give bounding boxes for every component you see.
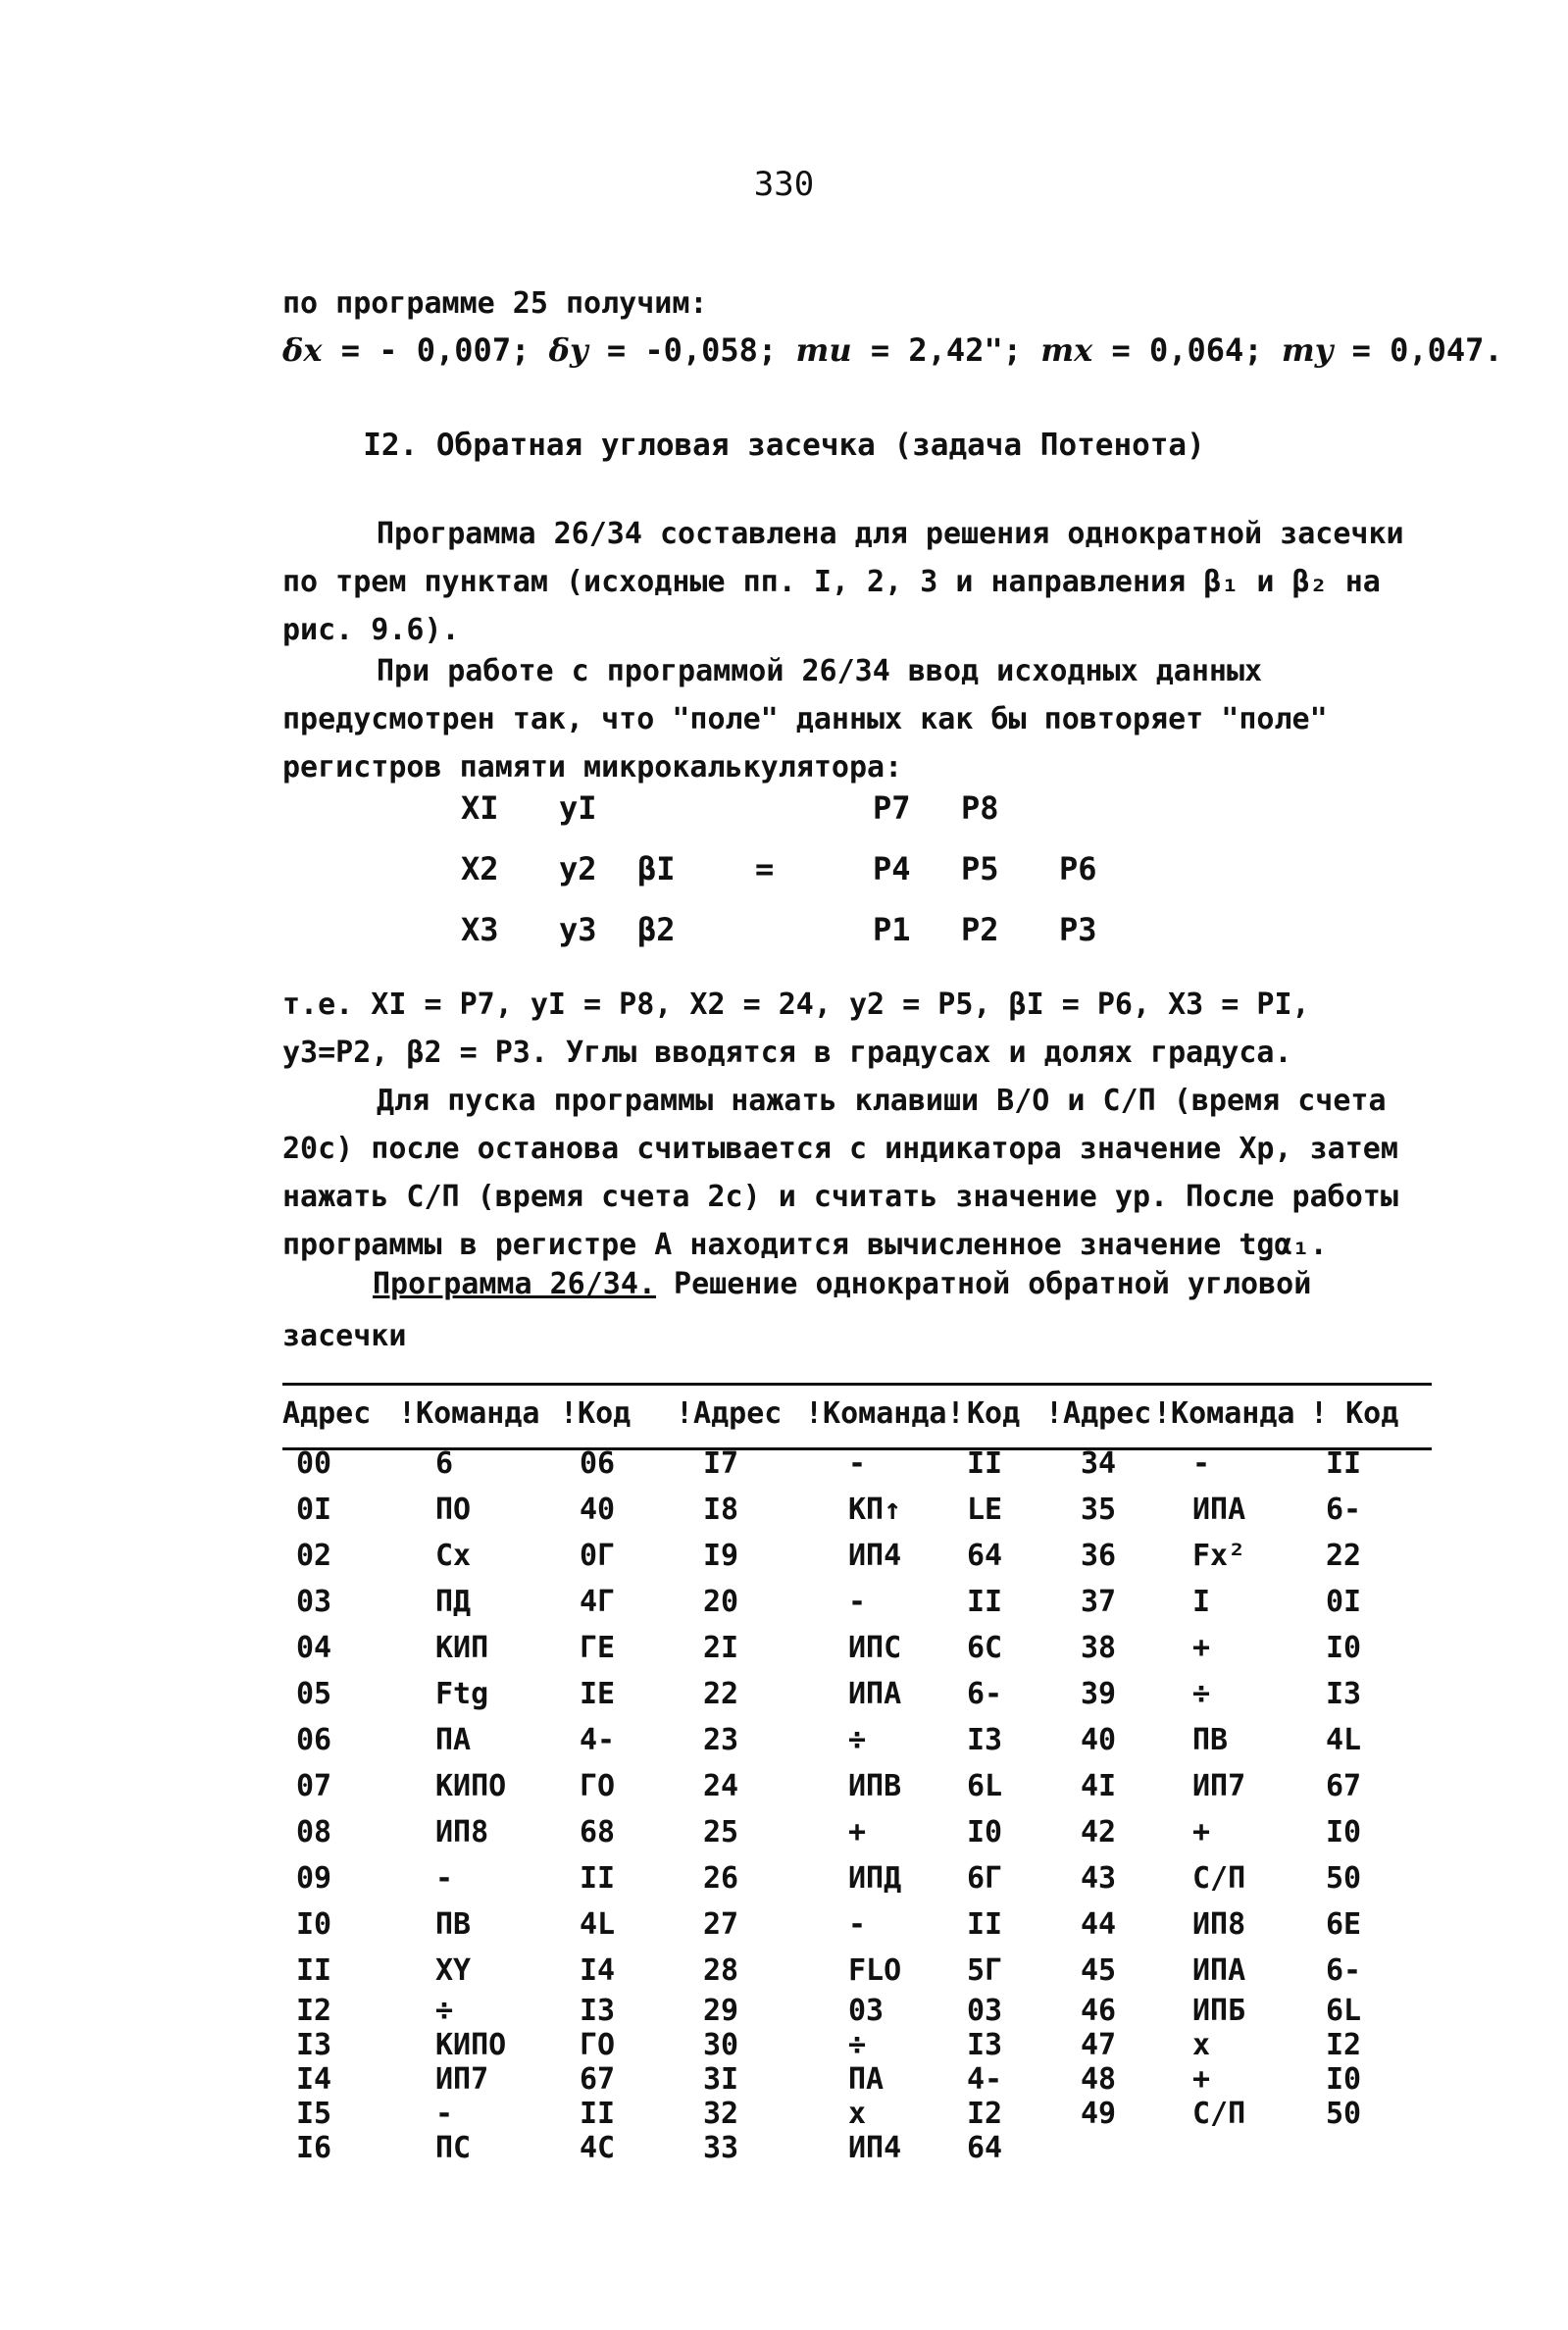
paragraph-2 (282, 647, 1430, 791)
register-field-row (461, 789, 1147, 850)
register-field-row (461, 850, 1147, 911)
caption-line-2: засечки (282, 1319, 407, 1353)
header-command: !Команда! (805, 1396, 965, 1431)
table-cell: ИП8 (435, 1815, 489, 1849)
table-cell: 3I (703, 2062, 739, 2097)
table-cell: FLO (848, 1953, 902, 1988)
table-cell: 03 (967, 1994, 1003, 2028)
field-cell: = (755, 850, 775, 887)
table-cell: 22 (703, 1677, 739, 1711)
table-cell: 27 (703, 1907, 739, 1942)
table-row (282, 1579, 1432, 1625)
table-cell: II (580, 2097, 616, 2131)
table-cell: 38 (1081, 1631, 1117, 1665)
table-row (282, 1763, 1432, 1809)
table-cell: 4C (580, 2131, 616, 2165)
table-cell: 6L (967, 1769, 1003, 1803)
field-cell: P5 (961, 850, 999, 887)
table-cell: ПД (435, 1585, 472, 1619)
table-cell: 0I (1326, 1585, 1362, 1619)
table-body (282, 1441, 1432, 1994)
table-cell: - (848, 1446, 867, 1481)
table-cell: 6L (1326, 1994, 1362, 2028)
table-cell: 6- (967, 1677, 1003, 1711)
table-cell: 50 (1326, 2097, 1362, 2131)
table-cell: ÷ (848, 2028, 867, 2062)
table-row (282, 2097, 1432, 2131)
table-cell: 6E (1326, 1907, 1362, 1942)
table-cell: + (848, 1815, 867, 1849)
table-cell: 26 (703, 1861, 739, 1896)
table-cell: II (580, 1861, 616, 1896)
header-address: Адрес (282, 1396, 372, 1431)
table-cell: 5Г (967, 1953, 1003, 1988)
table-row (282, 1487, 1432, 1533)
table-cell: I9 (703, 1539, 739, 1573)
register-field (461, 789, 1147, 972)
table-cell: 68 (580, 1815, 616, 1849)
table-row (282, 1717, 1432, 1763)
table-cell: 37 (1081, 1585, 1117, 1619)
table-cell: I4 (296, 2062, 332, 2097)
table-cell: I0 (1326, 1631, 1362, 1665)
table-cell: - (1192, 1446, 1211, 1481)
table-cell (1045, 2131, 1153, 2165)
table-cell: x (1192, 2028, 1211, 2062)
table-row (282, 2131, 1432, 2165)
table-cell: ПО (435, 1493, 472, 1527)
table-cell: + (1192, 1631, 1211, 1665)
table-cell: 6Г (967, 1861, 1003, 1896)
program-table (282, 1391, 1432, 2165)
table-cell: ГЕ (580, 1631, 616, 1665)
my-symbol: my (1281, 331, 1334, 369)
mu-symbol: mu (795, 331, 852, 369)
table-cell: 48 (1081, 2062, 1117, 2097)
table-cell: 40 (1081, 1723, 1117, 1757)
table-cell: 4- (967, 2062, 1003, 2097)
field-cell: P1 (873, 911, 911, 948)
table-cell: 4L (580, 1907, 616, 1942)
table-row (282, 2062, 1432, 2097)
dx-symbol: δx (282, 331, 323, 369)
field-cell: y3 (559, 911, 597, 948)
mu-value: = 2,42"; (851, 331, 1041, 369)
mx-symbol: mx (1040, 331, 1093, 369)
table-cell: 22 (1326, 1539, 1362, 1573)
table-cell: I4 (580, 1953, 616, 1988)
field-cell: XI (461, 789, 499, 827)
table-cell: 39 (1081, 1677, 1117, 1711)
results-formula (282, 331, 1503, 369)
table-body-compressed (282, 1994, 1432, 2165)
table-cell: - (848, 1907, 867, 1942)
table-cell: ÷ (848, 1723, 867, 1757)
table-cell: 0I (296, 1493, 332, 1527)
paragraph-3-text: т.е. XI = P7, yI = P8, X2 = 24, y2 = P5, βI = P6, X3 = PI, y3=P2, β2 = P3. Углы вводятся в градусах и долях градуса. (282, 988, 1310, 1070)
table-cell: Fx² (1192, 1539, 1246, 1573)
table-cell: 25 (703, 1815, 739, 1849)
field-cell: P2 (961, 911, 999, 948)
table-cell: 64 (967, 2131, 1003, 2165)
field-cell: P3 (1059, 911, 1097, 948)
field-cell: P7 (873, 789, 911, 827)
table-cell: 42 (1081, 1815, 1117, 1849)
table-row (282, 2028, 1432, 2062)
table-cell: ПА (435, 1723, 472, 1757)
table-cell: С/П (1192, 2097, 1246, 2131)
table-cell: 06 (296, 1723, 332, 1757)
mx-value: = 0,064; (1092, 331, 1282, 369)
table-cell: II (967, 1446, 1003, 1481)
table-cell: + (1192, 1815, 1211, 1849)
table-cell: I2 (1326, 2028, 1362, 2062)
field-cell: X2 (461, 850, 499, 887)
table-cell: II (1326, 1446, 1362, 1481)
table-cell: 6- (1326, 1493, 1362, 1527)
table-cell: I3 (580, 1994, 616, 2028)
table-cell: LE (967, 1493, 1003, 1527)
table-cell: 36 (1081, 1539, 1117, 1573)
table-cell: 6 (435, 1446, 454, 1481)
table-cell: 6- (1326, 1953, 1362, 1988)
table-cell: 2I (703, 1631, 739, 1665)
header-code: Код (967, 1396, 1021, 1431)
table-cell: x (848, 2097, 867, 2131)
lead-line: по программе 25 получим: (282, 286, 708, 321)
table-cell: ИПД (848, 1861, 902, 1896)
table-cell: II (967, 1585, 1003, 1619)
table-cell: 67 (1326, 1769, 1362, 1803)
table-cell: ИПБ (1192, 1994, 1246, 2028)
table-top-rule (282, 1383, 1432, 1386)
table-cell: I0 (1326, 2062, 1362, 2097)
field-cell: P6 (1059, 850, 1097, 887)
table-cell: КП↑ (848, 1493, 902, 1527)
table-cell: I2 (296, 1994, 332, 2028)
dy-value: = -0,058; (587, 331, 796, 369)
table-cell: 33 (703, 2131, 739, 2165)
table-row (282, 1441, 1432, 1487)
table-cell: ПВ (435, 1907, 472, 1942)
table-cell: II (296, 1953, 332, 1988)
table-cell: ПВ (1192, 1723, 1229, 1757)
table-cell: 08 (296, 1815, 332, 1849)
table-cell: I5 (296, 2097, 332, 2131)
paragraph-1-text: Программа 26/34 составлена для решения однократной засечки по трем пунктам (исходные пп. I, 2, 3 и направления β₁ и β₂ на рис. 9.6). (282, 517, 1404, 647)
table-cell: КИПО (435, 1769, 507, 1803)
header-code: !Код (560, 1396, 632, 1431)
table-cell: I3 (296, 2028, 332, 2062)
table-cell: ИПА (848, 1677, 902, 1711)
table-cell: 35 (1081, 1493, 1117, 1527)
table-cell: КИПО (435, 2028, 507, 2062)
table-cell: 46 (1081, 1994, 1117, 2028)
program-caption (373, 1267, 1311, 1301)
table-cell: I6 (296, 2131, 332, 2165)
table-cell: 05 (296, 1677, 332, 1711)
dy-symbol: δy (548, 331, 588, 369)
table-cell: 67 (580, 2062, 616, 2097)
table-cell: ГО (580, 1769, 616, 1803)
field-cell: P8 (961, 789, 999, 827)
paragraph-1 (282, 510, 1430, 654)
table-cell: 4I (1081, 1769, 1117, 1803)
table-cell: I0 (296, 1907, 332, 1942)
field-cell: βI (637, 850, 676, 887)
table-cell: I7 (703, 1446, 739, 1481)
header-command: !Команда (398, 1396, 540, 1431)
table-cell: 50 (1326, 1861, 1362, 1896)
header-address: !Адрес (676, 1396, 783, 1431)
table-cell: ÷ (1192, 1677, 1211, 1711)
table-cell: 6C (967, 1631, 1003, 1665)
table-cell: 4Г (580, 1585, 616, 1619)
table-row (282, 1855, 1432, 1901)
table-cell: ИП8 (1192, 1907, 1246, 1942)
caption-label: Программа 26/34. (373, 1267, 656, 1301)
table-row (282, 1948, 1432, 1994)
table-cell: 49 (1081, 2097, 1117, 2131)
paragraph-4 (282, 1077, 1430, 1269)
table-cell: 0Г (580, 1539, 616, 1573)
table-cell: I0 (1326, 1815, 1362, 1849)
table-cell (1153, 2131, 1310, 2165)
table-cell: I2 (967, 2097, 1003, 2131)
table-cell: ИПА (1192, 1493, 1246, 1527)
table-cell: ГО (580, 2028, 616, 2062)
table-cell: 34 (1081, 1446, 1117, 1481)
table-cell: I3 (1326, 1677, 1362, 1711)
table-cell: 03 (296, 1585, 332, 1619)
table-cell: 23 (703, 1723, 739, 1757)
table-cell: 00 (296, 1446, 332, 1481)
table-cell: С/П (1192, 1861, 1246, 1896)
table-cell: 09 (296, 1861, 332, 1896)
field-cell: β2 (637, 911, 676, 948)
header-address: !Адрес (1045, 1396, 1152, 1431)
table-cell: I (1192, 1585, 1211, 1619)
table-cell: ИП7 (1192, 1769, 1246, 1803)
table-row (282, 1901, 1432, 1948)
table-cell: ИП4 (848, 1539, 902, 1573)
table-cell: 03 (848, 1994, 885, 2028)
table-row (282, 1625, 1432, 1671)
table-row (282, 1809, 1432, 1855)
section-heading: I2. Обратная угловая засечка (задача Потенота) (363, 428, 1205, 463)
table-cell: 64 (967, 1539, 1003, 1573)
table-cell: ИП7 (435, 2062, 489, 2097)
table-cell: + (1192, 2062, 1211, 2097)
field-cell: X3 (461, 911, 499, 948)
table-cell: I3 (967, 2028, 1003, 2062)
table-cell: ИП4 (848, 2131, 902, 2165)
table-cell: II (967, 1907, 1003, 1942)
table-cell: Cx (435, 1539, 472, 1573)
table-cell: IE (580, 1677, 616, 1711)
table-cell: 32 (703, 2097, 739, 2131)
table-cell: 43 (1081, 1861, 1117, 1896)
table-cell: ИПВ (848, 1769, 902, 1803)
table-cell: 06 (580, 1446, 616, 1481)
field-cell: yI (559, 789, 597, 827)
table-cell: 4L (1326, 1723, 1362, 1757)
table-cell: 40 (580, 1493, 616, 1527)
table-cell: ÷ (435, 1994, 454, 2028)
table-cell: 4- (580, 1723, 616, 1757)
table-cell: Ftg (435, 1677, 489, 1711)
table-cell: - (435, 2097, 454, 2131)
table-cell: I8 (703, 1493, 739, 1527)
paragraph-2-text: При работе с программой 26/34 ввод исходных данных предусмотрен так, что "поле" данных как бы повторяет "поле" регистров памяти микрокалькулятора: (282, 654, 1328, 785)
field-cell: P4 (873, 850, 911, 887)
table-cell: 45 (1081, 1953, 1117, 1988)
table-cell: 04 (296, 1631, 332, 1665)
my-value: = 0,047. (1333, 331, 1503, 369)
table-cell: 44 (1081, 1907, 1117, 1942)
table-row (282, 1994, 1432, 2028)
table-cell: 29 (703, 1994, 739, 2028)
table-cell: 47 (1081, 2028, 1117, 2062)
table-cell: 02 (296, 1539, 332, 1573)
table-row (282, 1533, 1432, 1579)
table-header-row (282, 1391, 1432, 1441)
table-cell: 28 (703, 1953, 739, 1988)
paragraph-4-text: Для пуска программы нажать клавиши В/О и С/П (время счета 20с) после останова считывается с индикатора значение Xp, затем нажать С/П (время счета 2с) и считать значение yp. После работы программы в регистре А находится вычисленное значение tgα₁. (282, 1084, 1398, 1262)
page-number: 330 (753, 165, 815, 204)
table-cell: 30 (703, 2028, 739, 2062)
table-cell: 24 (703, 1769, 739, 1803)
field-cell: y2 (559, 850, 597, 887)
table-cell: 20 (703, 1585, 739, 1619)
table-cell: ПС (435, 2131, 472, 2165)
table-row (282, 1671, 1432, 1717)
header-code: ! Код (1310, 1396, 1399, 1431)
table-cell: ПА (848, 2062, 885, 2097)
table-cell: - (435, 1861, 454, 1896)
header-command: !Команда (1153, 1396, 1295, 1431)
table-cell: - (848, 1585, 867, 1619)
table-cell: I3 (967, 1723, 1003, 1757)
paragraph-3 (282, 981, 1430, 1077)
table-cell: ИПА (1192, 1953, 1246, 1988)
caption-rest: Решение однократной обратной угловой (655, 1267, 1312, 1301)
table-cell: XY (435, 1953, 472, 1988)
table-cell: КИП (435, 1631, 489, 1665)
table-cell: ИПС (848, 1631, 902, 1665)
table-cell (1310, 2131, 1432, 2165)
table-cell: I0 (967, 1815, 1003, 1849)
register-field-row (461, 911, 1147, 972)
table-cell: 07 (296, 1769, 332, 1803)
dx-value: = - 0,007; (322, 331, 549, 369)
